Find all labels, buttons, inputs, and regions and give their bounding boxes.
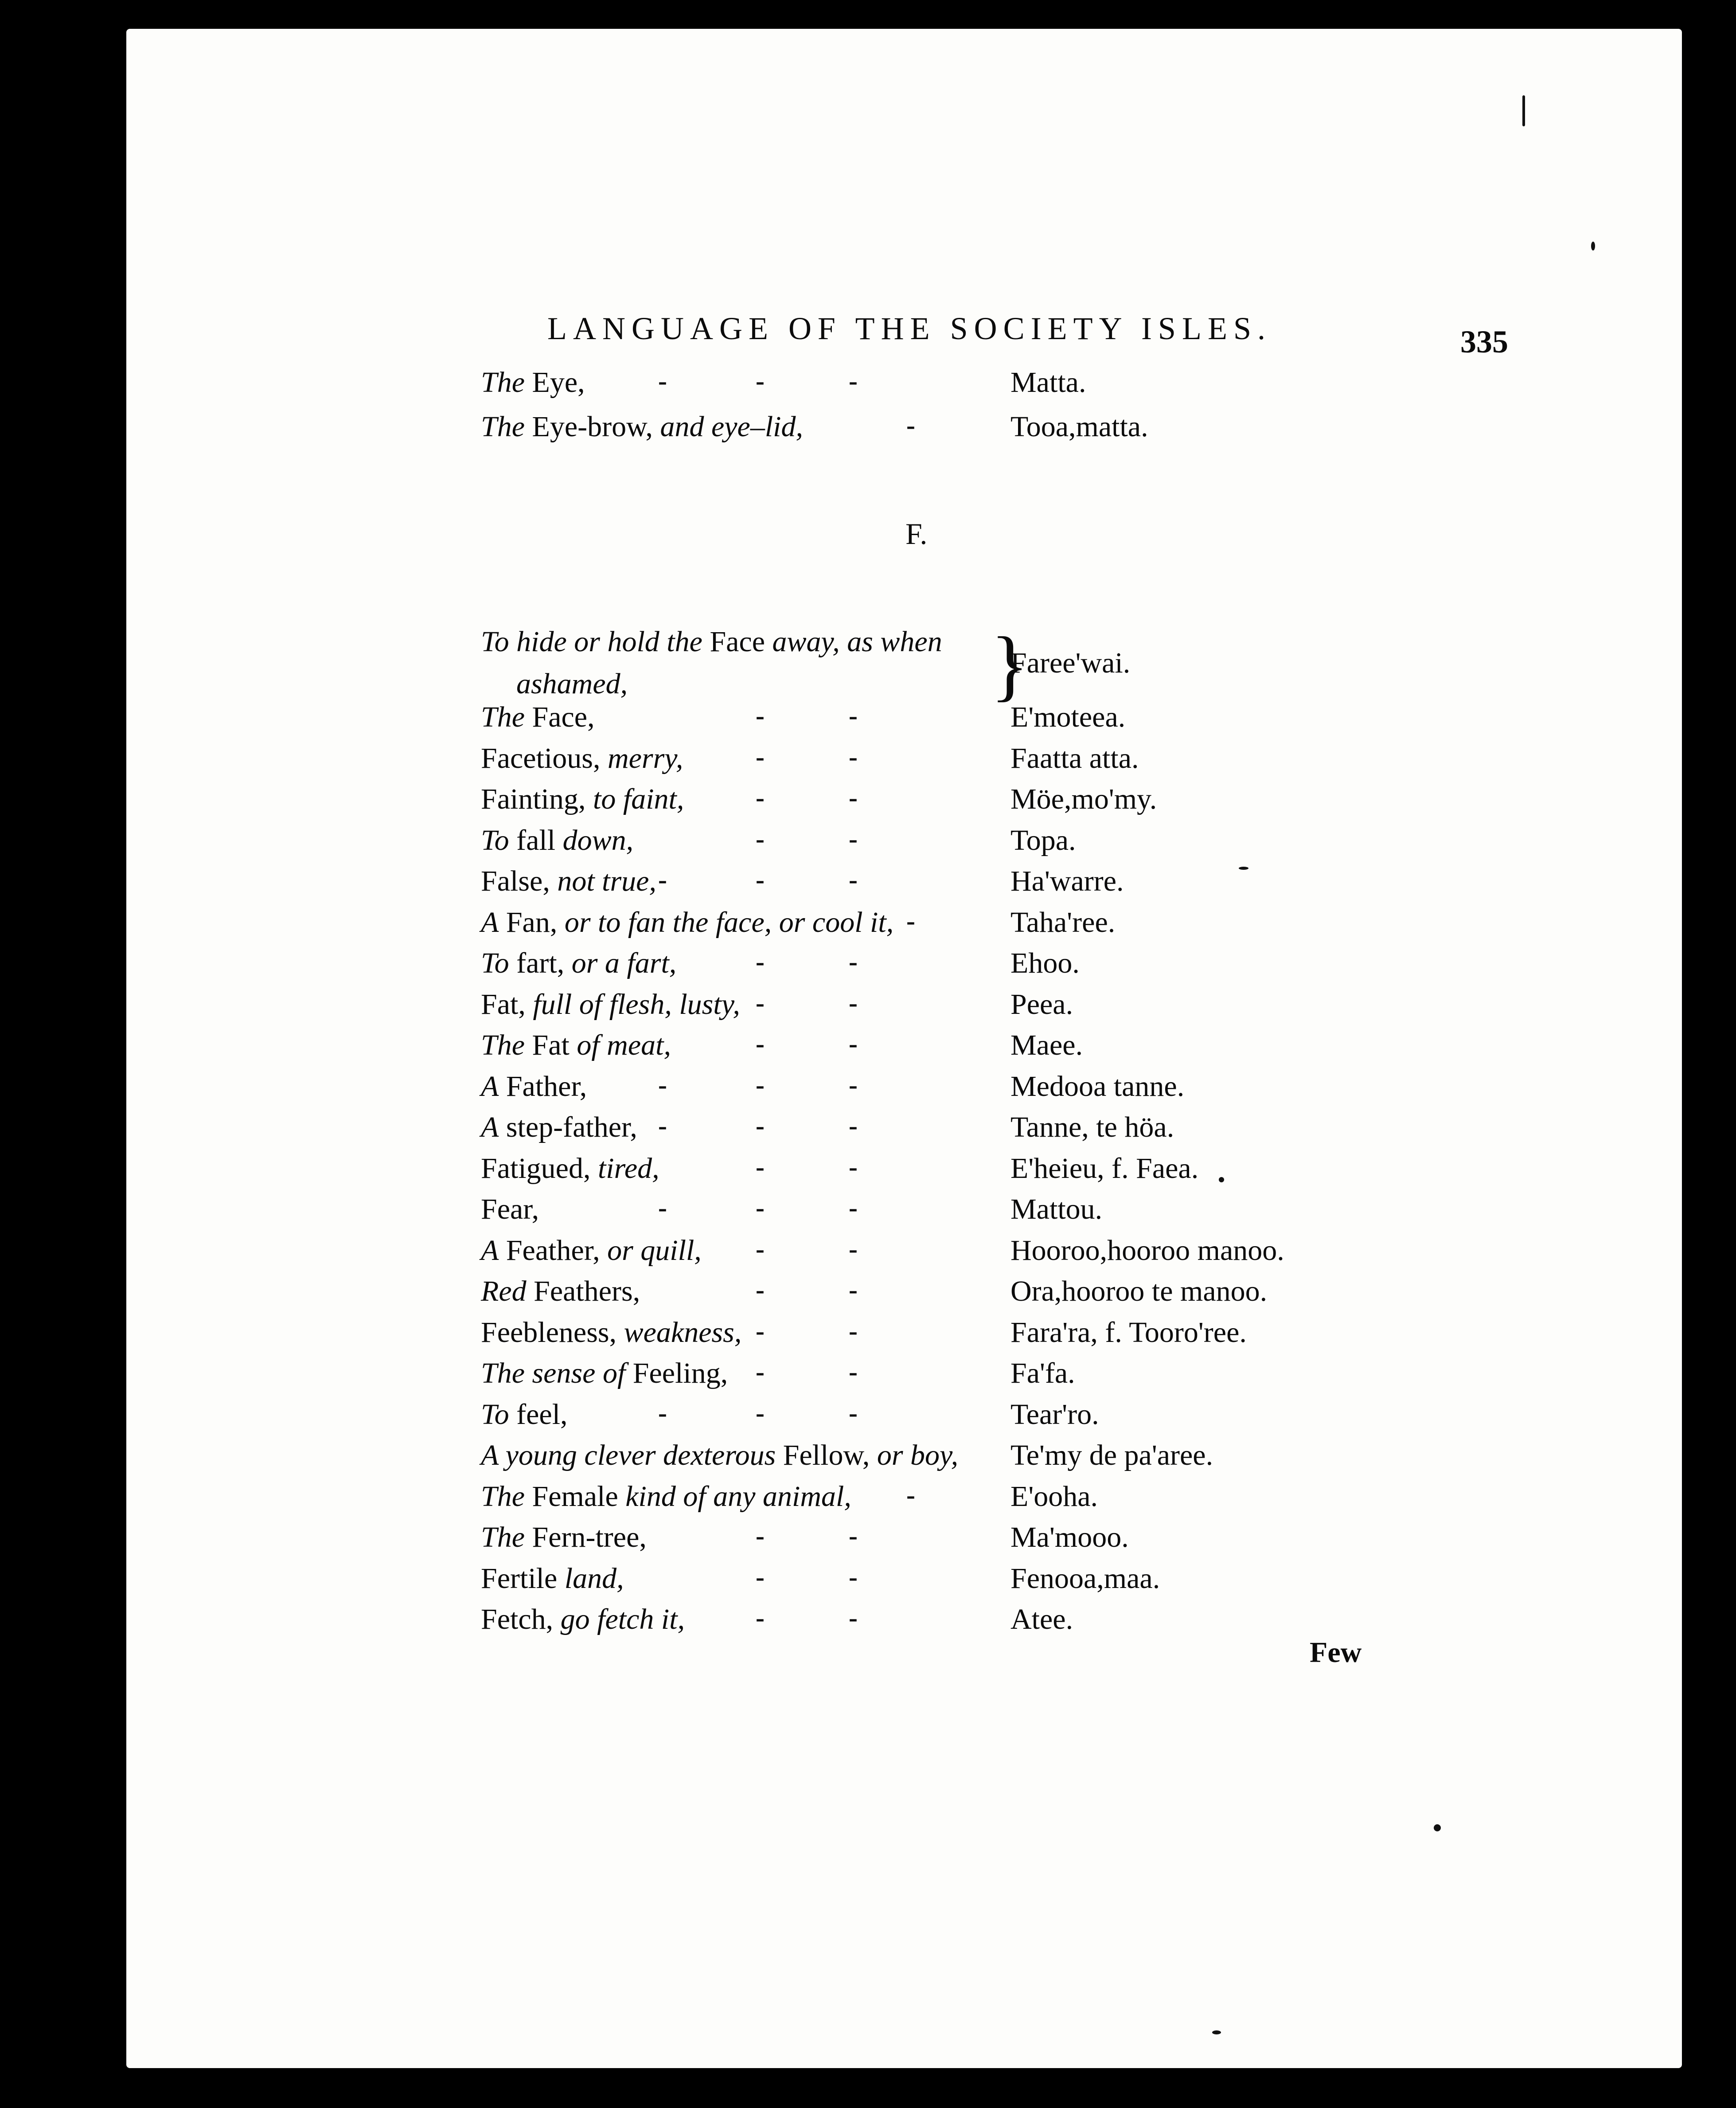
leader-dash: - xyxy=(658,1070,667,1099)
leader-dash: - xyxy=(849,366,858,395)
leader-dash: - xyxy=(849,1603,858,1632)
entry-term xyxy=(481,1111,637,1144)
leader-dash: - xyxy=(849,701,858,730)
entry-term xyxy=(481,1193,539,1226)
entry-gloss: Taha'ree. xyxy=(1010,906,1116,939)
entry-term xyxy=(481,946,676,980)
leader-dash: - xyxy=(849,947,858,976)
entry-headword: Fetch, xyxy=(481,1603,554,1635)
leader-dash: - xyxy=(849,865,858,894)
entry-prefix: A xyxy=(481,1070,499,1103)
ink-speck xyxy=(1212,2030,1221,2034)
leader-dash: - xyxy=(849,1152,858,1181)
entry-headword: Fatigued, xyxy=(481,1152,591,1185)
entry-qualifier: kind of any animal, xyxy=(618,1480,851,1513)
entry-headword: Feeling, xyxy=(625,1357,728,1389)
leader-dash: - xyxy=(849,1193,858,1222)
leader-dash: - xyxy=(849,742,858,771)
leader-dash: - xyxy=(658,865,667,894)
leader-dash: - xyxy=(756,1562,765,1592)
entry-term xyxy=(481,988,740,1021)
ink-speck xyxy=(1239,867,1248,870)
entry-gloss: Möe,mo'my. xyxy=(1010,783,1157,815)
entry-gloss: Ha'warre. xyxy=(1010,865,1124,897)
entry-term xyxy=(481,1521,647,1554)
page-number: 335 xyxy=(1460,324,1508,360)
entry-headword: fall xyxy=(509,824,556,856)
leader-dash: - xyxy=(849,1398,858,1427)
leader-dash: - xyxy=(849,1275,858,1304)
leader-dash: - xyxy=(849,1562,858,1592)
dictionary-entry xyxy=(481,1480,1367,1521)
entry-term xyxy=(481,1275,640,1308)
dictionary-entry xyxy=(481,1521,1367,1561)
braced-entry-pre: To hide or hold the xyxy=(481,626,702,658)
dictionary-entry xyxy=(481,1316,1367,1357)
dictionary-entry xyxy=(481,742,1367,782)
entry-qualifier: or to fan the face, or cool it, xyxy=(557,906,894,939)
entry-qualifier: tired, xyxy=(590,1152,659,1185)
braced-entry-line2 xyxy=(516,667,628,701)
entry-term xyxy=(481,1234,702,1267)
leader-dash: - xyxy=(756,1521,765,1550)
entry-gloss: Tanne, te höa. xyxy=(1010,1111,1174,1143)
catchword: Few xyxy=(1310,1636,1362,1669)
leader-dash: - xyxy=(756,1316,765,1345)
entry-term xyxy=(481,1562,624,1596)
dictionary-entry xyxy=(481,1193,1367,1233)
entry-gloss: Ehoo. xyxy=(1010,947,1080,979)
entry-gloss: E'moteea. xyxy=(1010,701,1126,733)
entry-term xyxy=(481,410,803,444)
running-title: LANGUAGE OF THE SOCIETY ISLES. xyxy=(547,311,1272,346)
entry-term xyxy=(481,1152,659,1185)
dictionary-entry xyxy=(481,1152,1367,1193)
entry-gloss: Tooa,matta. xyxy=(1010,411,1148,443)
entry-qualifier: go fetch it, xyxy=(553,1603,685,1635)
entry-qualifier: full of flesh, lusty, xyxy=(525,988,740,1021)
entry-prefix: A young clever dexterous xyxy=(481,1439,776,1471)
brace-glyph: } xyxy=(991,621,1029,709)
entry-headword: Fat, xyxy=(481,988,526,1021)
entry-qualifier: down, xyxy=(555,824,634,856)
entry-headword: Fat xyxy=(525,1029,570,1061)
dictionary-entry xyxy=(481,1234,1367,1275)
entry-gloss: Hooroo,hooroo manoo. xyxy=(1010,1234,1284,1267)
dictionary-entry xyxy=(481,1111,1367,1151)
leader-dash: - xyxy=(849,1234,858,1263)
entry-gloss: Ma'mooo. xyxy=(1010,1521,1129,1553)
leader-dash: - xyxy=(756,1398,765,1427)
dictionary-entry xyxy=(481,946,1367,987)
entry-gloss: Atee. xyxy=(1010,1603,1073,1635)
entry-qualifier: or boy, xyxy=(870,1439,959,1471)
entry-prefix: Red xyxy=(481,1275,527,1307)
entry-headword: Facetious, xyxy=(481,742,601,774)
entry-headword: Feathers, xyxy=(526,1275,640,1307)
entry-qualifier: to faint, xyxy=(585,783,684,815)
entry-term xyxy=(481,1603,685,1636)
dictionary-entry xyxy=(481,782,1367,823)
entry-term xyxy=(481,1070,587,1103)
leader-dash: - xyxy=(756,824,765,853)
entry-term xyxy=(481,824,633,857)
dictionary-entry xyxy=(481,1357,1367,1397)
entry-prefix: The xyxy=(481,1480,525,1513)
entry-qualifier: not true, xyxy=(550,865,656,897)
leader-dash: - xyxy=(756,1275,765,1304)
entry-gloss: Ora,hooroo te manoo. xyxy=(1010,1275,1268,1307)
dictionary-entry xyxy=(481,1398,1367,1439)
dictionary-entry xyxy=(481,864,1367,905)
entry-prefix: The xyxy=(481,1521,525,1553)
entry-gloss: Te'my de pa'aree. xyxy=(1010,1439,1213,1471)
entry-qualifier: or a fart, xyxy=(564,947,677,979)
leader-dash: - xyxy=(756,1603,765,1632)
entry-qualifier: of meat, xyxy=(569,1029,671,1061)
entry-prefix: A xyxy=(481,1111,499,1143)
entry-term xyxy=(481,1398,568,1431)
entry-term xyxy=(481,782,684,816)
braced-entry-continuation: ashamed, xyxy=(516,668,628,700)
entry-prefix: To xyxy=(481,824,509,856)
leader-dash: - xyxy=(849,1316,858,1345)
entry-gloss: Tear'ro. xyxy=(1010,1398,1099,1431)
entry-headword: fart, xyxy=(509,947,565,979)
entry-term xyxy=(481,864,656,898)
entry-term xyxy=(481,742,683,775)
leader-dash: - xyxy=(756,783,765,812)
entry-qualifier: or quill, xyxy=(600,1234,702,1267)
entry-prefix: To xyxy=(481,1398,509,1431)
dictionary-entry xyxy=(481,1029,1367,1069)
dictionary-entry xyxy=(481,1562,1367,1603)
braced-entry-term: Face xyxy=(702,626,765,658)
entry-headword: Fern-tree, xyxy=(525,1521,647,1553)
entry-term xyxy=(481,1439,958,1472)
leader-dash: - xyxy=(849,1521,858,1550)
braced-entry-gloss: Faree'wai. xyxy=(1010,647,1131,679)
dictionary-entry xyxy=(481,410,1367,451)
leader-dash: - xyxy=(756,1193,765,1222)
entry-term xyxy=(481,700,595,734)
leader-dash: - xyxy=(849,988,858,1017)
dictionary-entry xyxy=(481,988,1367,1029)
entry-gloss: Fenooa,maa. xyxy=(1010,1562,1160,1595)
entry-headword: Fear, xyxy=(481,1193,539,1225)
leader-dash: - xyxy=(849,783,858,812)
leader-dash: - xyxy=(756,366,765,395)
entry-prefix: A xyxy=(481,906,499,939)
entry-gloss: Matta. xyxy=(1010,366,1086,399)
leader-dash: - xyxy=(756,701,765,730)
entry-term xyxy=(481,1480,851,1514)
entry-prefix: The xyxy=(481,701,525,733)
entry-gloss: Fara'ra, f. Tooro'ree. xyxy=(1010,1316,1247,1349)
braced-entry-line1 xyxy=(481,625,942,659)
dictionary-entry xyxy=(481,700,1367,741)
entry-headword: Female xyxy=(525,1480,618,1513)
entry-headword: Feebleness, xyxy=(481,1316,617,1349)
leader-dash: - xyxy=(849,1357,858,1386)
leader-dash: - xyxy=(906,411,915,440)
leader-dash: - xyxy=(756,865,765,894)
entry-gloss: Fa'fa. xyxy=(1010,1357,1075,1389)
entry-gloss: Topa. xyxy=(1010,824,1076,856)
leader-dash: - xyxy=(756,1029,765,1058)
entry-gloss: Maee. xyxy=(1010,1029,1083,1061)
dictionary-entry xyxy=(481,824,1367,864)
dictionary-entry xyxy=(481,366,1367,407)
entry-headword: step-father, xyxy=(499,1111,637,1143)
leader-dash: - xyxy=(756,742,765,771)
leader-dash: - xyxy=(756,988,765,1017)
entry-headword: Fainting, xyxy=(481,783,586,815)
leader-dash: - xyxy=(658,1398,667,1427)
entry-headword: Feather, xyxy=(499,1234,600,1267)
ink-speck xyxy=(1591,242,1595,250)
leader-dash: - xyxy=(658,1193,667,1222)
entry-prefix: The xyxy=(481,411,525,443)
dictionary-entry xyxy=(481,1070,1367,1111)
entry-qualifier: land, xyxy=(557,1562,624,1595)
dictionary-entry xyxy=(481,1275,1367,1315)
leader-dash: - xyxy=(849,1111,858,1140)
leader-dash: - xyxy=(756,947,765,976)
entry-prefix: To xyxy=(481,947,509,979)
entry-qualifier: merry, xyxy=(600,742,683,774)
leader-dash: - xyxy=(849,1029,858,1058)
leader-dash: - xyxy=(658,1111,667,1140)
entry-headword: feel, xyxy=(509,1398,568,1431)
entry-gloss: Mattou. xyxy=(1010,1193,1103,1225)
entry-headword: False, xyxy=(481,865,550,897)
dictionary-entry xyxy=(481,906,1367,946)
leader-dash: - xyxy=(906,1480,915,1510)
book-page xyxy=(126,29,1682,2068)
entry-qualifier: and eye–lid, xyxy=(652,411,804,443)
entry-term xyxy=(481,1029,671,1062)
entry-headword: Father, xyxy=(499,1070,587,1103)
leader-dash: - xyxy=(906,906,915,935)
entry-headword: Fan, xyxy=(499,906,558,939)
entry-gloss: E'ooha. xyxy=(1010,1480,1098,1513)
entry-prefix: The xyxy=(481,1029,525,1061)
leader-dash: - xyxy=(849,824,858,853)
entry-headword: Fellow, xyxy=(776,1439,870,1471)
entry-qualifier: weakness, xyxy=(616,1316,742,1349)
leader-dash: - xyxy=(756,1152,765,1181)
ink-speck xyxy=(1219,1177,1224,1182)
dictionary-entry xyxy=(481,1439,1367,1479)
entry-headword: Eye-brow, xyxy=(525,411,653,443)
ink-speck xyxy=(1522,95,1525,126)
entry-term xyxy=(481,1316,741,1349)
entry-headword: Face, xyxy=(525,701,595,733)
leader-dash: - xyxy=(756,1070,765,1099)
entry-prefix: The sense of xyxy=(481,1357,626,1389)
entry-gloss: E'heieu, f. Faea. xyxy=(1010,1152,1199,1185)
entry-term xyxy=(481,906,893,939)
dictionary-entry xyxy=(481,1603,1367,1643)
entry-prefix: The xyxy=(481,366,525,399)
section-letter: F. xyxy=(905,517,928,551)
ink-speck xyxy=(1434,1824,1441,1831)
entry-term xyxy=(481,366,585,399)
leader-dash: - xyxy=(756,1357,765,1386)
entry-gloss: Medooa tanne. xyxy=(1010,1070,1185,1103)
entry-term xyxy=(481,1357,728,1390)
leader-dash: - xyxy=(658,366,667,395)
leader-dash: - xyxy=(849,1070,858,1099)
entry-headword: Eye, xyxy=(525,366,585,399)
braced-entry-post: away, as when xyxy=(765,626,942,658)
entry-gloss: Faatta atta. xyxy=(1010,742,1139,774)
leader-dash: - xyxy=(756,1111,765,1140)
entry-prefix: A xyxy=(481,1234,499,1267)
entry-headword: Fertile xyxy=(481,1562,558,1595)
entry-gloss: Peea. xyxy=(1010,988,1073,1021)
leader-dash: - xyxy=(756,1234,765,1263)
